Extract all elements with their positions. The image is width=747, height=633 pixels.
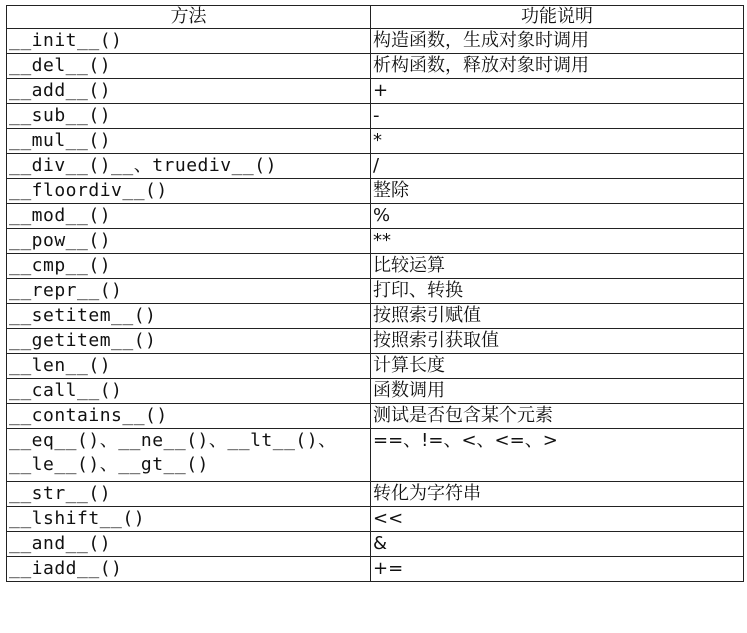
method-cell: __str__() <box>7 482 371 507</box>
table-row <box>7 29 744 54</box>
description-cell: 函数调用 <box>371 379 744 404</box>
method-cell: __del__() <box>7 54 371 79</box>
description-cell: % <box>371 204 744 229</box>
description-cell: 转化为字符串 <box>371 482 744 507</box>
description-cell: - <box>371 104 744 129</box>
method-cell: __floordiv__() <box>7 179 371 204</box>
table-row <box>7 532 744 557</box>
description-cell: 按照索引获取值 <box>371 329 744 354</box>
description-cell: * <box>371 129 744 154</box>
table-row <box>7 507 744 532</box>
method-cell: __len__() <box>7 354 371 379</box>
description-cell: << <box>371 507 744 532</box>
description-cell: 比较运算 <box>371 254 744 279</box>
description-cell: ==、!=、<、<=、> <box>371 429 744 482</box>
table-row <box>7 354 744 379</box>
table-row <box>7 254 744 279</box>
method-cell: __mul__() <box>7 129 371 154</box>
method-cell: __add__() <box>7 79 371 104</box>
description-column-header: 功能说明 <box>371 6 744 29</box>
method-cell: __pow__() <box>7 229 371 254</box>
table-header-row <box>7 6 744 29</box>
table-row <box>7 557 744 582</box>
table-row <box>7 229 744 254</box>
description-cell: & <box>371 532 744 557</box>
table-row <box>7 129 744 154</box>
method-cell: __repr__() <box>7 279 371 304</box>
table-row <box>7 104 744 129</box>
table-row <box>7 54 744 79</box>
method-cell: __contains__() <box>7 404 371 429</box>
method-cell: __setitem__() <box>7 304 371 329</box>
table-row <box>7 329 744 354</box>
method-cell: __and__() <box>7 532 371 557</box>
method-cell: __call__() <box>7 379 371 404</box>
description-cell: 构造函数，生成对象时调用 <box>371 29 744 54</box>
table-row <box>7 279 744 304</box>
description-cell: ** <box>371 229 744 254</box>
table-row <box>7 404 744 429</box>
method-cell: __cmp__() <box>7 254 371 279</box>
method-cell: __lshift__() <box>7 507 371 532</box>
method-cell: __sub__() <box>7 104 371 129</box>
method-column-header: 方法 <box>7 6 371 29</box>
table-row <box>7 379 744 404</box>
table-row <box>7 204 744 229</box>
method-cell: __getitem__() <box>7 329 371 354</box>
description-cell: 按照索引赋值 <box>371 304 744 329</box>
magic-methods-table <box>6 5 744 582</box>
description-cell: 计算长度 <box>371 354 744 379</box>
table-row <box>7 482 744 507</box>
method-cell: __iadd__() <box>7 557 371 582</box>
method-cell: __init__() <box>7 29 371 54</box>
method-cell: __mod__() <box>7 204 371 229</box>
table-row <box>7 79 744 104</box>
description-cell: 测试是否包含某个元素 <box>371 404 744 429</box>
method-cell: __eq__()、__ne__()、__lt__()、__le__()、__gt__() <box>7 429 371 482</box>
description-cell: 整除 <box>371 179 744 204</box>
description-cell: 析构函数，释放对象时调用 <box>371 54 744 79</box>
table-row <box>7 304 744 329</box>
description-cell: += <box>371 557 744 582</box>
table-row <box>7 429 744 482</box>
table-row <box>7 154 744 179</box>
description-cell: 打印、转换 <box>371 279 744 304</box>
description-cell: / <box>371 154 744 179</box>
description-cell: + <box>371 79 744 104</box>
method-cell: __div__()__、truediv__() <box>7 154 371 179</box>
table-row <box>7 179 744 204</box>
